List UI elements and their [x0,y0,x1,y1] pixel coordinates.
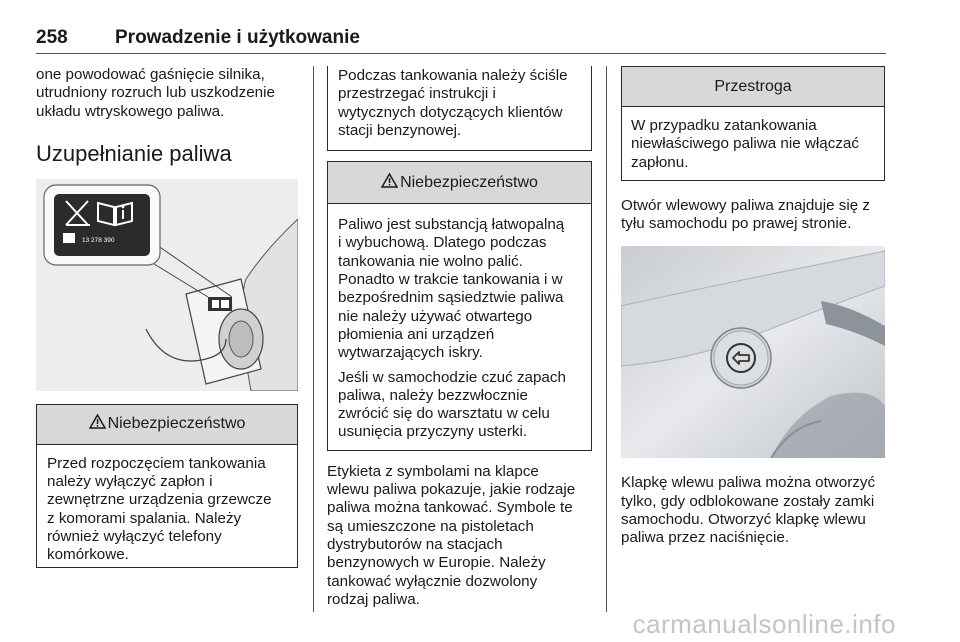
page-header [36,24,886,54]
danger-text: Przed rozpoczęciem tankowania należy wyłączyć zapłon i zewnętrzne urządzenia grzewcze z komorami spalania. Należy również wyłączyć telefony komórkowe. [47,454,272,564]
flap-opening-text: Klapkę wlewu paliwa można otworzyć tylko, gdy odblokowane zostały zamki samochodu. Otworzyć klapkę wlewu paliwa przez naciśnięcie. [621,474,876,547]
label-code: 13 278 390 [82,236,115,244]
column-1 [36,66,300,568]
caution-text: W przypadku zatankowania niewłaściwego paliwa nie włączać zapłonu. [631,117,859,171]
column-2 [327,66,592,609]
car-fuel-flap-photo [621,246,885,458]
label-description: Etykieta z symbolami na klapce wlewu paliwa pokazuje, jakie rodzaje paliwa można tankować. Symbole te są umieszczone na pistoletach dystrybutorów na stacjach benzynowych w Europie. Należy tankować wyłącznie dozwolony rodzaj paliwa. [327,462,576,608]
watermark: carmanualsonline.info [632,609,896,639]
info-text: Podczas tankowania należy ściśle przestrzegać instrukcji i wytycznych dotyczących klientów stacji benzynowej. [338,67,568,139]
danger-paragraph-2: Jeśli w samochodzie czuć zapach paliwa, należy bezzwłocznie zwrócić się do warsztatu w celu usunięcia przyczyny usterki. [338,368,566,441]
section-heading: Uzupełnianie paliwa [36,140,232,166]
danger-box [36,404,298,568]
danger-paragraph-1: Paliwo jest substancją łatwopalną i wybuchową. Dlatego podczas tankowania nie wolno palić. Ponadto w trakcie tankowania i w bezpośrednim sąsiedztwie paliwa nie należy używać otwartego płomienia ani urządzeń wytwarzających iskry. [338,216,565,362]
warning-triangle-icon [381,173,398,193]
danger-title: Niebezpieczeństwo [400,173,538,191]
fuel-flap-illustration [36,179,298,391]
column-divider [313,66,314,612]
intro-text: one powodować gaśnięcie silnika, utrudniony rozruch lub uszkodzenie układu wtryskowego paliwa. [36,66,275,120]
danger-title: Niebezpieczeństwo [107,415,246,433]
info-box [327,66,592,151]
column-3 [621,66,887,548]
fuel-flap-figure [36,179,298,391]
danger-box [327,161,592,451]
column-divider [606,66,607,612]
warning-triangle-icon [89,414,106,434]
caution-title: Przestroga [714,77,792,95]
page-number: 258 [36,27,68,48]
caution-box [621,66,885,181]
car-rear-illustration [621,246,885,458]
filler-location-text: Otwór wlewowy paliwa znajduje się z tyłu samochodu po prawej stronie. [621,196,871,233]
page-title: Prowadzenie i użytkowanie [115,27,360,48]
